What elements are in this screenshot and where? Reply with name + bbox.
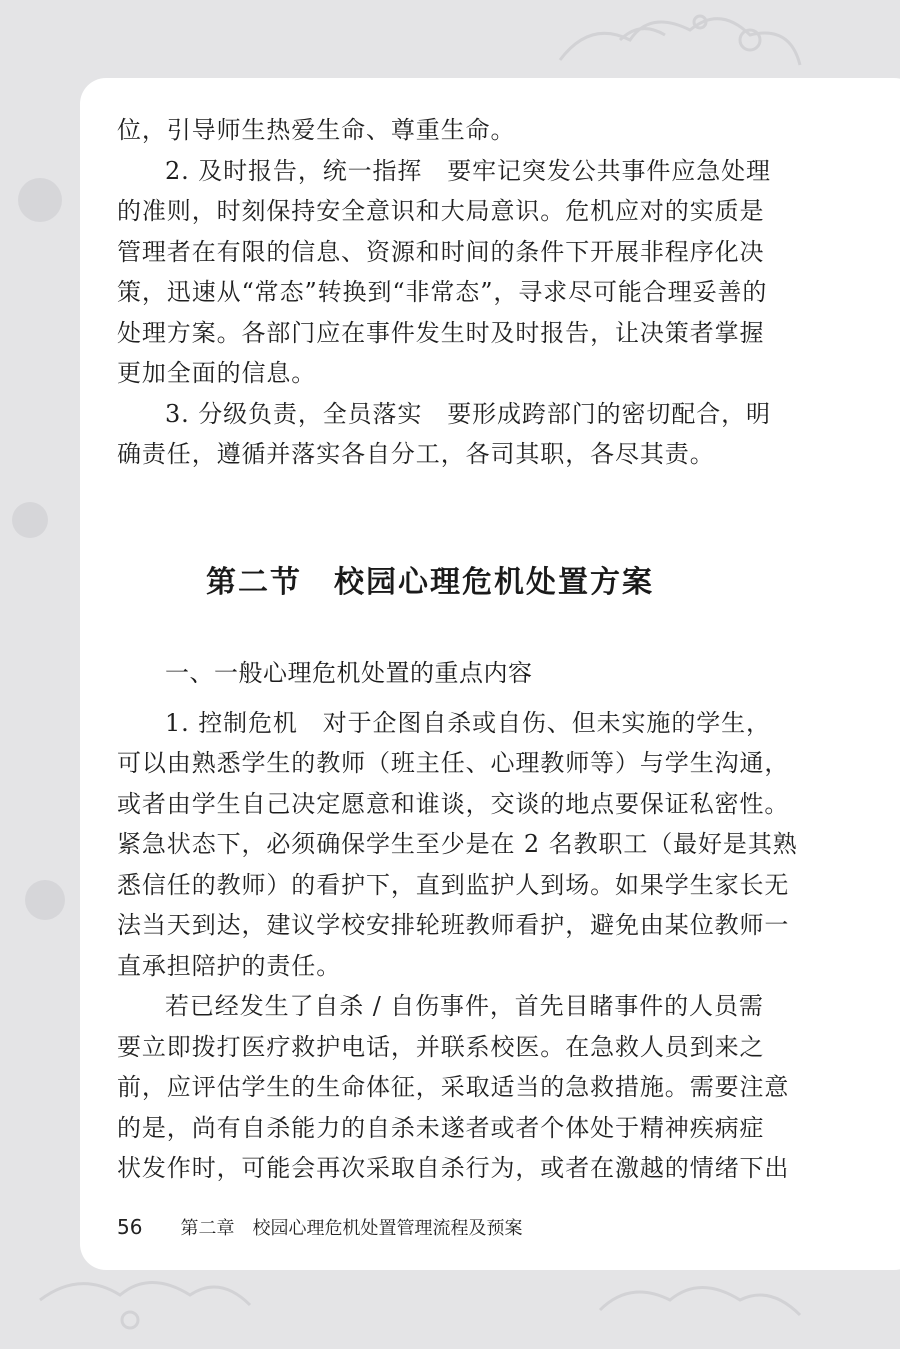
text-block-bottom [117, 703, 798, 1189]
text-line: 前，应评估学生的生命体征，采取适当的急救措施。需要注意 [117, 1073, 790, 1101]
page-number: 56 [117, 1215, 143, 1239]
text-line: 状发作时，可能会再次采取自杀行为，或者在激越的情绪下出 [117, 1154, 790, 1182]
text-line: 管理者在有限的信息、资源和时间的条件下开展非程序化决 [117, 237, 765, 266]
text-line: 处理方案。各部门应在事件发生时及时报告，让决策者掌握 [117, 318, 765, 347]
text-line: 1. 控制危机 对于企图自杀或自伤、但未实施的学生， [165, 708, 771, 737]
text-line: 确责任，遵循并落实各自分工，各司其职，各尽其责。 [117, 440, 715, 468]
text-line: 直承担陪护的责任。 [117, 951, 342, 980]
text-line: 策，迅速从“常态”转换到“非常态”，寻求尽可能合理妥善的 [117, 278, 768, 306]
paragraph [117, 151, 771, 394]
paragraph [117, 110, 743, 151]
paragraph [117, 986, 790, 1189]
text-line: 3. 分级负责，全员落实 要形成跨部门的密切配合，明 [165, 399, 771, 428]
text-line: 若已经发生了自杀 / 自伤事件，首先目睹事件的人员需 [165, 992, 764, 1020]
section-title: 第二节 校园心理危机处置方案 [206, 564, 654, 600]
page-content [117, 110, 798, 1189]
text-line: 2. 及时报告，统一指挥 要牢记突发公共事件应急处理 [165, 156, 771, 185]
page-footer [117, 1214, 522, 1240]
text-line: 的准则，时刻保持安全意识和大局意识。危机应对的实质是 [117, 197, 765, 225]
book-page [80, 78, 900, 1270]
text-line: 更加全面的信息。 [117, 359, 317, 387]
paragraph [117, 394, 771, 475]
text-line: 法当天到达，建议学校安排轮班教师看护，避免由某位教师一 [117, 911, 790, 939]
text-line: 悉信任的教师）的看护下，直到监护人到场。如果学生家长无 [117, 870, 790, 899]
text-line: 位，引导师生热爱生命、尊重生命。 [117, 116, 516, 144]
subheading: 一、一般心理危机处置的重点内容 [165, 658, 533, 687]
text-line: 紧急状态下，必须确保学生至少是在 2 名教职工（最好是其熟 [117, 830, 798, 858]
text-line: 可以由熟悉学生的教师（班主任、心理教师等）与学生沟通， [117, 749, 790, 777]
text-line: 要立即拨打医疗救护电话，并联系校医。在急救人员到来之 [117, 1032, 765, 1061]
text-block-top [117, 110, 771, 475]
paragraph [117, 703, 798, 987]
text-line: 或者由学生自己决定愿意和谁谈，交谈的地点要保证私密性。 [117, 789, 790, 818]
chapter-title: 第二章 校园心理危机处置管理流程及预案 [180, 1218, 523, 1239]
text-line: 的是，尚有自杀能力的自杀未遂者或者个体处于精神疾病症 [117, 1113, 765, 1142]
